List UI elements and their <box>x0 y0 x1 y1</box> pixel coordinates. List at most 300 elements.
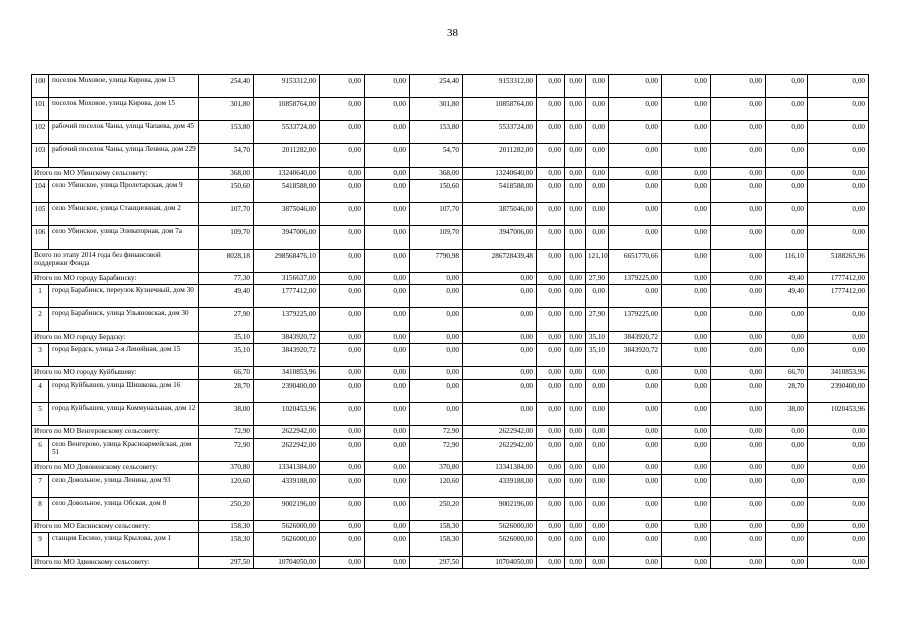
value-cell: 0,00 <box>365 272 410 285</box>
address-cell: станция Евсино, улица Крылова, дом 1 <box>49 533 199 556</box>
value-cell: 1777412,00 <box>254 285 320 308</box>
value-cell: 0,00 <box>365 520 410 533</box>
value-cell: 0,00 <box>365 367 410 380</box>
value-cell: 0,00 <box>609 285 662 308</box>
value-cell: 38,00 <box>199 403 254 426</box>
value-cell: 0,00 <box>808 497 869 520</box>
value-cell: 2390400,00 <box>808 379 869 402</box>
value-cell: 0,00 <box>537 379 565 402</box>
value-cell: 0,00 <box>808 344 869 367</box>
value-cell: 0,00 <box>565 249 586 272</box>
value-cell: 0,00 <box>565 533 586 556</box>
value-cell: 27,90 <box>586 308 609 331</box>
subtotal-label-cell: Итого по МО городу Куйбышеву: <box>32 367 199 380</box>
row-number-cell: 8 <box>32 497 49 520</box>
value-cell: 0,00 <box>662 533 711 556</box>
value-cell: 0,00 <box>320 203 365 226</box>
value-cell: 0,00 <box>320 98 365 121</box>
value-cell: 0,00 <box>662 98 711 121</box>
value-cell: 0,00 <box>410 272 463 285</box>
value-cell: 0,00 <box>609 167 662 180</box>
address-cell: рабочий поселок Чаны, улица Чапаева, дом 45 <box>49 121 199 144</box>
value-cell: 1020453,96 <box>808 403 869 426</box>
value-cell: 0,00 <box>565 520 586 533</box>
value-cell: 0,00 <box>565 226 586 249</box>
value-cell: 0,00 <box>537 403 565 426</box>
value-cell: 13240640,00 <box>463 167 537 180</box>
value-cell: 5626000,00 <box>463 520 537 533</box>
value-cell: 0,00 <box>320 367 365 380</box>
value-cell: 0,00 <box>662 308 711 331</box>
value-cell: 0,00 <box>711 403 766 426</box>
value-cell: 0,00 <box>586 556 609 569</box>
value-cell: 109,70 <box>410 226 463 249</box>
value-cell: 9153312,00 <box>463 75 537 98</box>
value-cell: 286728439,48 <box>463 249 537 272</box>
value-cell: 27,90 <box>199 308 254 331</box>
value-cell: 0,00 <box>586 474 609 497</box>
value-cell: 0,00 <box>365 497 410 520</box>
value-cell: 0,00 <box>586 533 609 556</box>
subtotal-label-cell: Итого по МО Довоненскому сельсовету: <box>32 461 199 474</box>
value-cell: 0,00 <box>711 379 766 402</box>
table-row <box>32 98 869 121</box>
value-cell: 0,00 <box>609 556 662 569</box>
row-number-cell: 6 <box>32 438 49 461</box>
value-cell: 0,00 <box>766 520 808 533</box>
value-cell: 0,00 <box>766 98 808 121</box>
value-cell: 0,00 <box>565 203 586 226</box>
value-cell: 3843920,72 <box>254 344 320 367</box>
value-cell: 10704050,00 <box>463 556 537 569</box>
value-cell: 0,00 <box>662 403 711 426</box>
value-cell: 0,00 <box>586 520 609 533</box>
value-cell: 2011282,00 <box>254 144 320 167</box>
value-cell: 5188265,96 <box>808 249 869 272</box>
value-cell: 35,10 <box>586 344 609 367</box>
value-cell: 0,00 <box>609 497 662 520</box>
value-cell: 0,00 <box>586 403 609 426</box>
value-cell: 0,00 <box>410 285 463 308</box>
row-number-cell: 2 <box>32 308 49 331</box>
value-cell: 0,00 <box>711 180 766 203</box>
value-cell: 0,00 <box>766 533 808 556</box>
value-cell: 0,00 <box>662 379 711 402</box>
value-cell: 1379225,00 <box>254 308 320 331</box>
value-cell: 0,00 <box>662 344 711 367</box>
value-cell: 0,00 <box>662 474 711 497</box>
value-cell: 0,00 <box>365 203 410 226</box>
value-cell: 0,00 <box>711 497 766 520</box>
value-cell: 370,80 <box>410 461 463 474</box>
value-cell: 0,00 <box>586 461 609 474</box>
value-cell: 0,00 <box>766 474 808 497</box>
value-cell: 0,00 <box>609 367 662 380</box>
value-cell: 0,00 <box>711 367 766 380</box>
value-cell: 370,80 <box>199 461 254 474</box>
value-cell: 0,00 <box>320 144 365 167</box>
subtotal-row <box>32 331 869 344</box>
table-row <box>32 203 869 226</box>
table-row <box>32 75 869 98</box>
value-cell: 10858764,00 <box>254 98 320 121</box>
table-row <box>32 474 869 497</box>
subtotal-row <box>32 461 869 474</box>
table-row <box>32 285 869 308</box>
value-cell: 0,00 <box>320 474 365 497</box>
address-cell: село Венгерово, улица Красноармейская, дом 51 <box>49 438 199 461</box>
value-cell: 0,00 <box>711 249 766 272</box>
value-cell: 0,00 <box>711 461 766 474</box>
value-cell: 0,00 <box>565 144 586 167</box>
value-cell: 0,00 <box>711 75 766 98</box>
value-cell: 0,00 <box>410 379 463 402</box>
value-cell: 0,00 <box>537 285 565 308</box>
value-cell: 77,30 <box>199 272 254 285</box>
value-cell: 0,00 <box>565 167 586 180</box>
table-row <box>32 497 869 520</box>
address-cell: город Бердск, улица 2-я Линейная, дом 15 <box>49 344 199 367</box>
table-row <box>32 180 869 203</box>
value-cell: 0,00 <box>320 180 365 203</box>
value-cell: 0,00 <box>766 144 808 167</box>
value-cell: 298568476,10 <box>254 249 320 272</box>
value-cell: 0,00 <box>565 403 586 426</box>
value-cell: 0,00 <box>565 556 586 569</box>
subtotal-row <box>32 520 869 533</box>
value-cell: 3410853,96 <box>808 367 869 380</box>
value-cell: 0,00 <box>808 474 869 497</box>
value-cell: 0,00 <box>565 344 586 367</box>
value-cell: 38,00 <box>766 403 808 426</box>
value-cell: 0,00 <box>711 344 766 367</box>
value-cell: 0,00 <box>365 344 410 367</box>
value-cell: 368,00 <box>199 167 254 180</box>
value-cell: 0,00 <box>320 533 365 556</box>
value-cell: 0,00 <box>537 180 565 203</box>
value-cell: 0,00 <box>320 75 365 98</box>
value-cell: 0,00 <box>808 226 869 249</box>
value-cell: 109,70 <box>199 226 254 249</box>
value-cell: 0,00 <box>365 121 410 144</box>
value-cell: 3947006,00 <box>463 226 537 249</box>
value-cell: 150,60 <box>199 180 254 203</box>
value-cell: 153,80 <box>410 121 463 144</box>
value-cell: 0,00 <box>320 121 365 144</box>
value-cell: 0,00 <box>609 144 662 167</box>
value-cell: 0,00 <box>365 144 410 167</box>
value-cell: 72,90 <box>199 438 254 461</box>
value-cell: 0,00 <box>537 75 565 98</box>
value-cell: 0,00 <box>565 272 586 285</box>
address-cell: село Убинское, улица Станционная, дом 2 <box>49 203 199 226</box>
row-number-cell: 102 <box>32 121 49 144</box>
value-cell: 0,00 <box>463 285 537 308</box>
value-cell: 5418588,00 <box>254 180 320 203</box>
subtotal-label-cell: Итого по МО городу Барабинску: <box>32 272 199 285</box>
value-cell: 0,00 <box>662 249 711 272</box>
subtotal-label-cell: Итого по МО Евсинскому сельсовету: <box>32 520 199 533</box>
value-cell: 0,00 <box>365 75 410 98</box>
value-cell: 0,00 <box>609 226 662 249</box>
value-cell: 0,00 <box>808 180 869 203</box>
value-cell: 0,00 <box>537 367 565 380</box>
value-cell: 0,00 <box>537 331 565 344</box>
value-cell: 158,30 <box>410 520 463 533</box>
value-cell: 0,00 <box>766 497 808 520</box>
value-cell: 0,00 <box>662 180 711 203</box>
value-cell: 1777412,00 <box>808 285 869 308</box>
value-cell: 0,00 <box>537 226 565 249</box>
value-cell: 0,00 <box>565 367 586 380</box>
address-cell: поселок Моховое, улица Кирова, дом 15 <box>49 98 199 121</box>
value-cell: 2390400,00 <box>254 379 320 402</box>
value-cell: 9153312,00 <box>254 75 320 98</box>
value-cell: 0,00 <box>463 379 537 402</box>
value-cell: 0,00 <box>537 144 565 167</box>
subtotal-label-cell: Итого по МО Убинскому сельсовету: <box>32 167 199 180</box>
value-cell: 121,10 <box>586 249 609 272</box>
value-cell: 158,30 <box>199 520 254 533</box>
row-number-cell: 1 <box>32 285 49 308</box>
value-cell: 0,00 <box>320 426 365 439</box>
subtotal-label-cell: Итого по МО городу Бердску: <box>32 331 199 344</box>
value-cell: 10858764,00 <box>463 98 537 121</box>
value-cell: 0,00 <box>565 121 586 144</box>
table-row <box>32 379 869 402</box>
value-cell: 297,50 <box>199 556 254 569</box>
value-cell: 28,70 <box>766 379 808 402</box>
subtotal-label-cell: Итого по МО Здвинскому сельсовету: <box>32 556 199 569</box>
value-cell: 66,70 <box>766 367 808 380</box>
value-cell: 0,00 <box>410 308 463 331</box>
value-cell: 0,00 <box>808 98 869 121</box>
subtotal-row <box>32 272 869 285</box>
value-cell: 35,10 <box>586 331 609 344</box>
value-cell: 2622942,00 <box>463 438 537 461</box>
value-cell: 0,00 <box>808 533 869 556</box>
value-cell: 10704050,00 <box>254 556 320 569</box>
value-cell: 250,20 <box>199 497 254 520</box>
value-cell: 0,00 <box>365 167 410 180</box>
value-cell: 0,00 <box>365 180 410 203</box>
value-cell: 9002196,00 <box>463 497 537 520</box>
value-cell: 0,00 <box>609 520 662 533</box>
value-cell: 0,00 <box>537 520 565 533</box>
value-cell: 0,00 <box>320 331 365 344</box>
value-cell: 0,00 <box>711 272 766 285</box>
page-number: 38 <box>447 27 458 39</box>
address-cell: село Убинское, улица Пролетарская, дом 9 <box>49 180 199 203</box>
row-number-cell: 103 <box>32 144 49 167</box>
value-cell: 3410853,96 <box>254 367 320 380</box>
value-cell: 0,00 <box>586 167 609 180</box>
value-cell: 0,00 <box>565 331 586 344</box>
value-cell: 116,10 <box>766 249 808 272</box>
row-number-cell: 100 <box>32 75 49 98</box>
value-cell: 0,00 <box>662 167 711 180</box>
value-cell: 0,00 <box>662 426 711 439</box>
value-cell: 0,00 <box>766 121 808 144</box>
value-cell: 0,00 <box>609 438 662 461</box>
value-cell: 72,90 <box>410 426 463 439</box>
value-cell: 0,00 <box>537 426 565 439</box>
row-number-cell: 4 <box>32 379 49 402</box>
value-cell: 3843920,72 <box>609 344 662 367</box>
address-cell: город Куйбышев, улица Шишкова, дом 16 <box>49 379 199 402</box>
row-number-cell: 7 <box>32 474 49 497</box>
value-cell: 301,80 <box>410 98 463 121</box>
value-cell: 0,00 <box>609 533 662 556</box>
value-cell: 28,70 <box>199 379 254 402</box>
value-cell: 0,00 <box>662 520 711 533</box>
value-cell: 254,40 <box>410 75 463 98</box>
value-cell: 13341384,00 <box>254 461 320 474</box>
value-cell: 0,00 <box>766 426 808 439</box>
value-cell: 0,00 <box>766 556 808 569</box>
value-cell: 35,10 <box>199 344 254 367</box>
value-cell: 13341384,00 <box>463 461 537 474</box>
value-cell: 0,00 <box>365 249 410 272</box>
value-cell: 0,00 <box>537 438 565 461</box>
address-cell: село Довольное, улица Ленина, дом 93 <box>49 474 199 497</box>
value-cell: 0,00 <box>463 308 537 331</box>
value-cell: 0,00 <box>365 556 410 569</box>
value-cell: 0,00 <box>766 203 808 226</box>
value-cell: 5533724,00 <box>254 121 320 144</box>
value-cell: 0,00 <box>537 474 565 497</box>
value-cell: 1379225,00 <box>609 272 662 285</box>
value-cell: 5533724,00 <box>463 121 537 144</box>
row-number-cell: 101 <box>32 98 49 121</box>
value-cell: 0,00 <box>565 98 586 121</box>
value-cell: 0,00 <box>766 344 808 367</box>
value-cell: 0,00 <box>565 180 586 203</box>
value-cell: 120,60 <box>199 474 254 497</box>
table-row <box>32 226 869 249</box>
value-cell: 0,00 <box>609 203 662 226</box>
value-cell: 5626000,00 <box>254 520 320 533</box>
value-cell: 0,00 <box>766 75 808 98</box>
value-cell: 1777412,00 <box>808 272 869 285</box>
value-cell: 0,00 <box>808 167 869 180</box>
value-cell: 0,00 <box>766 331 808 344</box>
value-cell: 0,00 <box>662 367 711 380</box>
value-cell: 0,00 <box>808 144 869 167</box>
table-row <box>32 403 869 426</box>
value-cell: 3156637,00 <box>254 272 320 285</box>
value-cell: 301,80 <box>199 98 254 121</box>
value-cell: 0,00 <box>565 426 586 439</box>
value-cell: 72,90 <box>199 426 254 439</box>
value-cell: 0,00 <box>586 426 609 439</box>
value-cell: 0,00 <box>537 344 565 367</box>
value-cell: 0,00 <box>320 285 365 308</box>
value-cell: 0,00 <box>609 426 662 439</box>
value-cell: 27,90 <box>586 272 609 285</box>
address-cell: село Довольное, улица Обская, дом 8 <box>49 497 199 520</box>
address-cell: село Убинское, улица Элеваторная, дом 7а <box>49 226 199 249</box>
value-cell: 3843920,72 <box>254 331 320 344</box>
value-cell: 0,00 <box>662 75 711 98</box>
value-cell: 150,60 <box>410 180 463 203</box>
value-cell: 0,00 <box>537 497 565 520</box>
value-cell: 13240640,00 <box>254 167 320 180</box>
value-cell: 0,00 <box>463 403 537 426</box>
value-cell: 0,00 <box>711 474 766 497</box>
value-cell: 0,00 <box>609 461 662 474</box>
value-cell: 0,00 <box>609 75 662 98</box>
value-cell: 0,00 <box>320 226 365 249</box>
value-cell: 49,40 <box>766 285 808 308</box>
value-cell: 6651770,66 <box>609 249 662 272</box>
value-cell: 0,00 <box>410 331 463 344</box>
value-cell: 1379225,00 <box>609 308 662 331</box>
value-cell: 0,00 <box>808 121 869 144</box>
value-cell: 0,00 <box>662 556 711 569</box>
value-cell: 49,40 <box>199 285 254 308</box>
value-cell: 153,80 <box>199 121 254 144</box>
value-cell: 0,00 <box>766 308 808 331</box>
value-cell: 72,90 <box>410 438 463 461</box>
value-cell: 0,00 <box>565 308 586 331</box>
value-cell: 0,00 <box>320 403 365 426</box>
subtotal-row <box>32 426 869 439</box>
value-cell: 0,00 <box>320 308 365 331</box>
value-cell: 0,00 <box>537 203 565 226</box>
value-cell: 0,00 <box>711 144 766 167</box>
table-row <box>32 438 869 461</box>
row-number-cell: 106 <box>32 226 49 249</box>
value-cell: 0,00 <box>711 533 766 556</box>
value-cell: 0,00 <box>808 203 869 226</box>
row-number-cell: 5 <box>32 403 49 426</box>
table-row <box>32 121 869 144</box>
value-cell: 0,00 <box>365 426 410 439</box>
value-cell: 0,00 <box>766 438 808 461</box>
value-cell: 35,10 <box>199 331 254 344</box>
subtotal-row <box>32 167 869 180</box>
table-row <box>32 144 869 167</box>
value-cell: 0,00 <box>766 461 808 474</box>
value-cell: 54,70 <box>199 144 254 167</box>
value-cell: 0,00 <box>808 461 869 474</box>
value-cell: 0,00 <box>365 461 410 474</box>
value-cell: 0,00 <box>662 285 711 308</box>
value-cell: 0,00 <box>320 438 365 461</box>
value-cell: 158,30 <box>199 533 254 556</box>
value-cell: 0,00 <box>410 403 463 426</box>
value-cell: 0,00 <box>586 180 609 203</box>
value-cell: 0,00 <box>609 180 662 203</box>
value-cell: 2622942,00 <box>254 438 320 461</box>
value-cell: 0,00 <box>662 121 711 144</box>
value-cell: 2011282,00 <box>463 144 537 167</box>
value-cell: 120,60 <box>410 474 463 497</box>
value-cell: 0,00 <box>565 474 586 497</box>
value-cell: 368,00 <box>410 167 463 180</box>
value-cell: 0,00 <box>586 75 609 98</box>
value-cell: 0,00 <box>609 121 662 144</box>
housing-program-table <box>31 74 869 569</box>
value-cell: 0,00 <box>808 520 869 533</box>
value-cell: 107,70 <box>199 203 254 226</box>
row-number-cell: 105 <box>32 203 49 226</box>
value-cell: 0,00 <box>662 461 711 474</box>
value-cell: 0,00 <box>808 75 869 98</box>
value-cell: 0,00 <box>365 226 410 249</box>
value-cell: 3875046,00 <box>463 203 537 226</box>
